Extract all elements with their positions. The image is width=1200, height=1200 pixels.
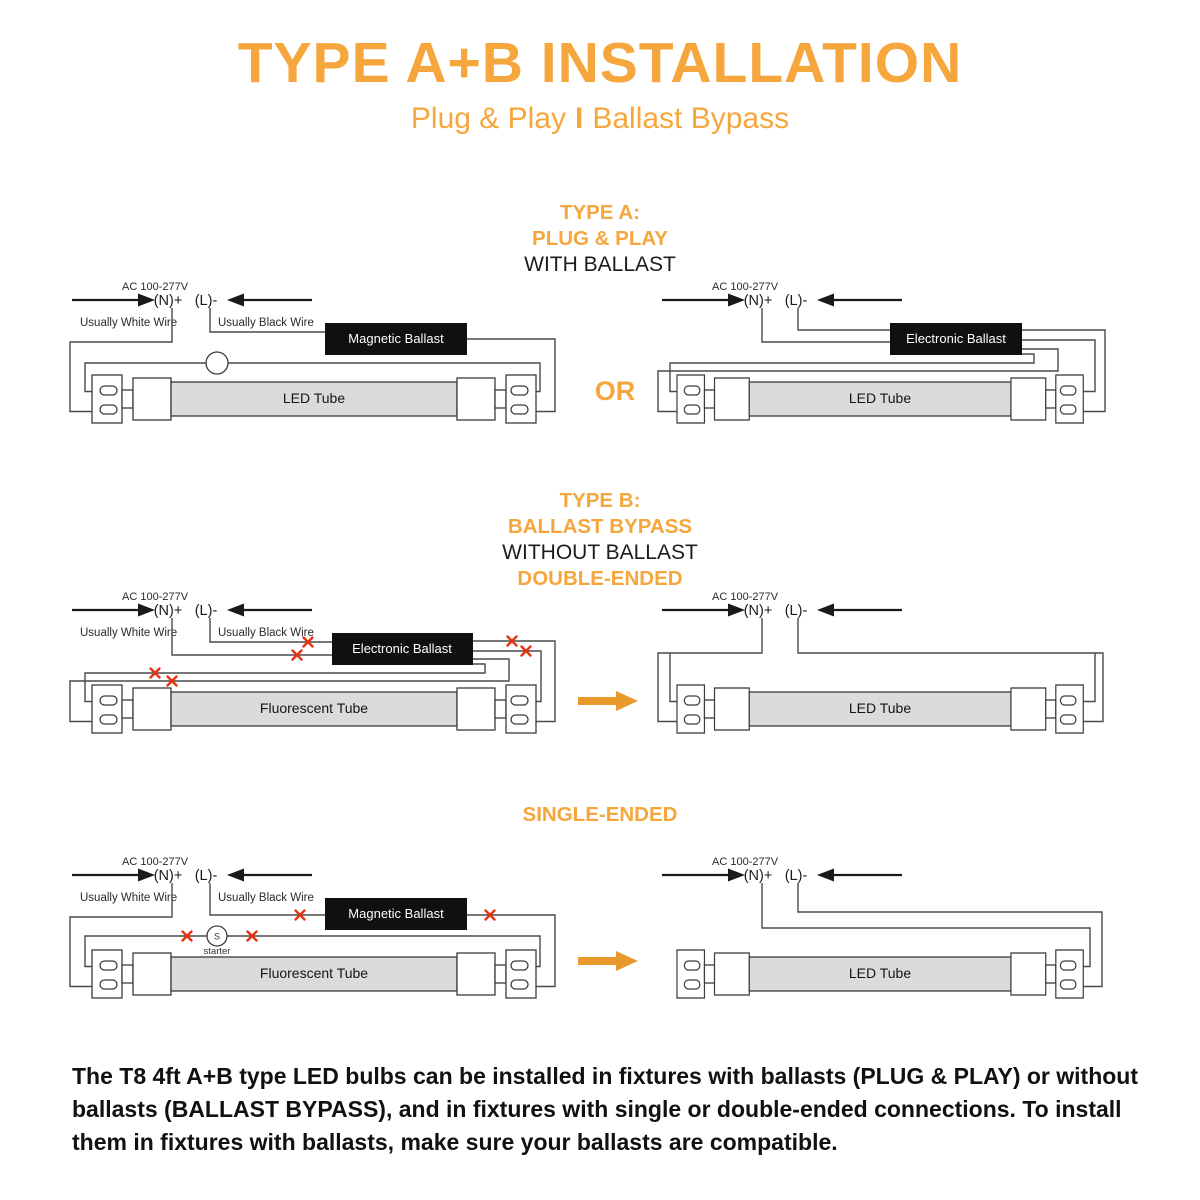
line-label: (L)- — [194, 293, 218, 309]
ac-voltage-label: AC 100-277V — [712, 591, 779, 603]
neutral-label: (N)+ — [743, 293, 773, 309]
subtitle-left: Plug & Play — [410, 102, 566, 135]
electronic-ballast-label: Electronic Ballast — [906, 331, 1006, 346]
flow-arrow-icon — [578, 688, 640, 714]
neutral-label: (N)+ — [153, 603, 183, 619]
diagram-type-a-magnetic-ballast — [60, 270, 580, 440]
single-ended-heading — [0, 802, 1200, 828]
led-tube-label: LED Tube — [848, 700, 912, 716]
magnetic-ballast-label: Magnetic Ballast — [348, 906, 444, 921]
line-label: (L)- — [784, 868, 808, 884]
diagram-type-a-electronic-ballast — [650, 270, 1150, 440]
flow-arrow-icon — [578, 948, 640, 974]
led-tube-label: LED Tube — [848, 965, 912, 981]
ac-voltage-label: AC 100-277V — [122, 591, 189, 603]
fluorescent-tube-label: Fluorescent Tube — [259, 965, 369, 981]
input-arrow-icon — [72, 869, 312, 882]
ac-voltage-label: AC 100-277V — [122, 281, 189, 293]
ac-voltage-label: AC 100-277V — [712, 281, 779, 293]
or-label: OR — [594, 376, 636, 406]
type-a-line2: PLUG & PLAY — [532, 227, 668, 250]
ac-voltage-label: AC 100-277V — [712, 856, 779, 868]
page-subtitle — [0, 102, 1200, 136]
type-b-line1: TYPE B: — [559, 489, 641, 512]
diagram-single-ended-led — [650, 845, 1150, 1015]
black-wire-label: Usually Black Wire — [218, 892, 314, 904]
starter-symbol-label: S — [213, 931, 221, 942]
diagram-type-b-led-double-ended — [650, 580, 1150, 750]
led-tube-label: LED Tube — [282, 390, 346, 406]
input-arrow-icon — [72, 604, 312, 617]
line-label: (L)- — [784, 293, 808, 309]
input-arrow-icon — [662, 294, 902, 307]
subtitle-separator: I — [574, 102, 584, 135]
page-title: TYPE A+B INSTALLATION — [237, 31, 963, 95]
starter-icon — [206, 352, 228, 374]
footer-note: The T8 4ft A+B type LED bulbs can be installed in fixtures with ballasts (PLUG & PLAY) or without ballasts (BALLAST BYPASS), and in fixtures with single or double-ended connections. To install them in fixtures with ballasts, make sure your ballasts are compatible. — [72, 1063, 1139, 1155]
type-a-line1: TYPE A: — [559, 201, 641, 224]
neutral-label: (N)+ — [743, 868, 773, 884]
input-arrow-icon — [662, 604, 902, 617]
magnetic-ballast-label: Magnetic Ballast — [348, 331, 444, 346]
diagram-type-b-fluorescent-electronic — [60, 580, 580, 750]
line-label: (L)- — [194, 603, 218, 619]
subtitle-right: Ballast Bypass — [592, 102, 790, 135]
fluorescent-tube-label: Fluorescent Tube — [259, 700, 369, 716]
type-a-line3: WITH BALLAST — [524, 253, 676, 276]
starter-label: starter — [203, 946, 231, 957]
input-arrow-icon — [72, 294, 312, 307]
type-b-line4: DOUBLE-ENDED — [517, 567, 683, 590]
type-b-line2: BALLAST BYPASS — [507, 515, 693, 538]
white-wire-label: Usually White Wire — [80, 317, 178, 329]
type-b-heading — [0, 488, 1200, 592]
electronic-ballast-label: Electronic Ballast — [352, 641, 452, 656]
single-ended-label: SINGLE-ENDED — [522, 803, 678, 826]
diagram-single-ended-fluorescent-magnetic — [60, 845, 580, 1015]
neutral-label: (N)+ — [153, 293, 183, 309]
white-wire-label: Usually White Wire — [80, 627, 178, 639]
line-label: (L)- — [194, 868, 218, 884]
led-tube-label: LED Tube — [848, 390, 912, 406]
input-arrow-icon — [662, 869, 902, 882]
ac-voltage-label: AC 100-277V — [122, 856, 189, 868]
white-wire-label: Usually White Wire — [80, 892, 178, 904]
type-a-heading — [0, 200, 1200, 278]
black-wire-label: Usually Black Wire — [218, 627, 314, 639]
neutral-label: (N)+ — [743, 603, 773, 619]
black-wire-label: Usually Black Wire — [218, 317, 314, 329]
line-label: (L)- — [784, 603, 808, 619]
type-b-line3: WITHOUT BALLAST — [502, 541, 698, 564]
neutral-label: (N)+ — [153, 868, 183, 884]
